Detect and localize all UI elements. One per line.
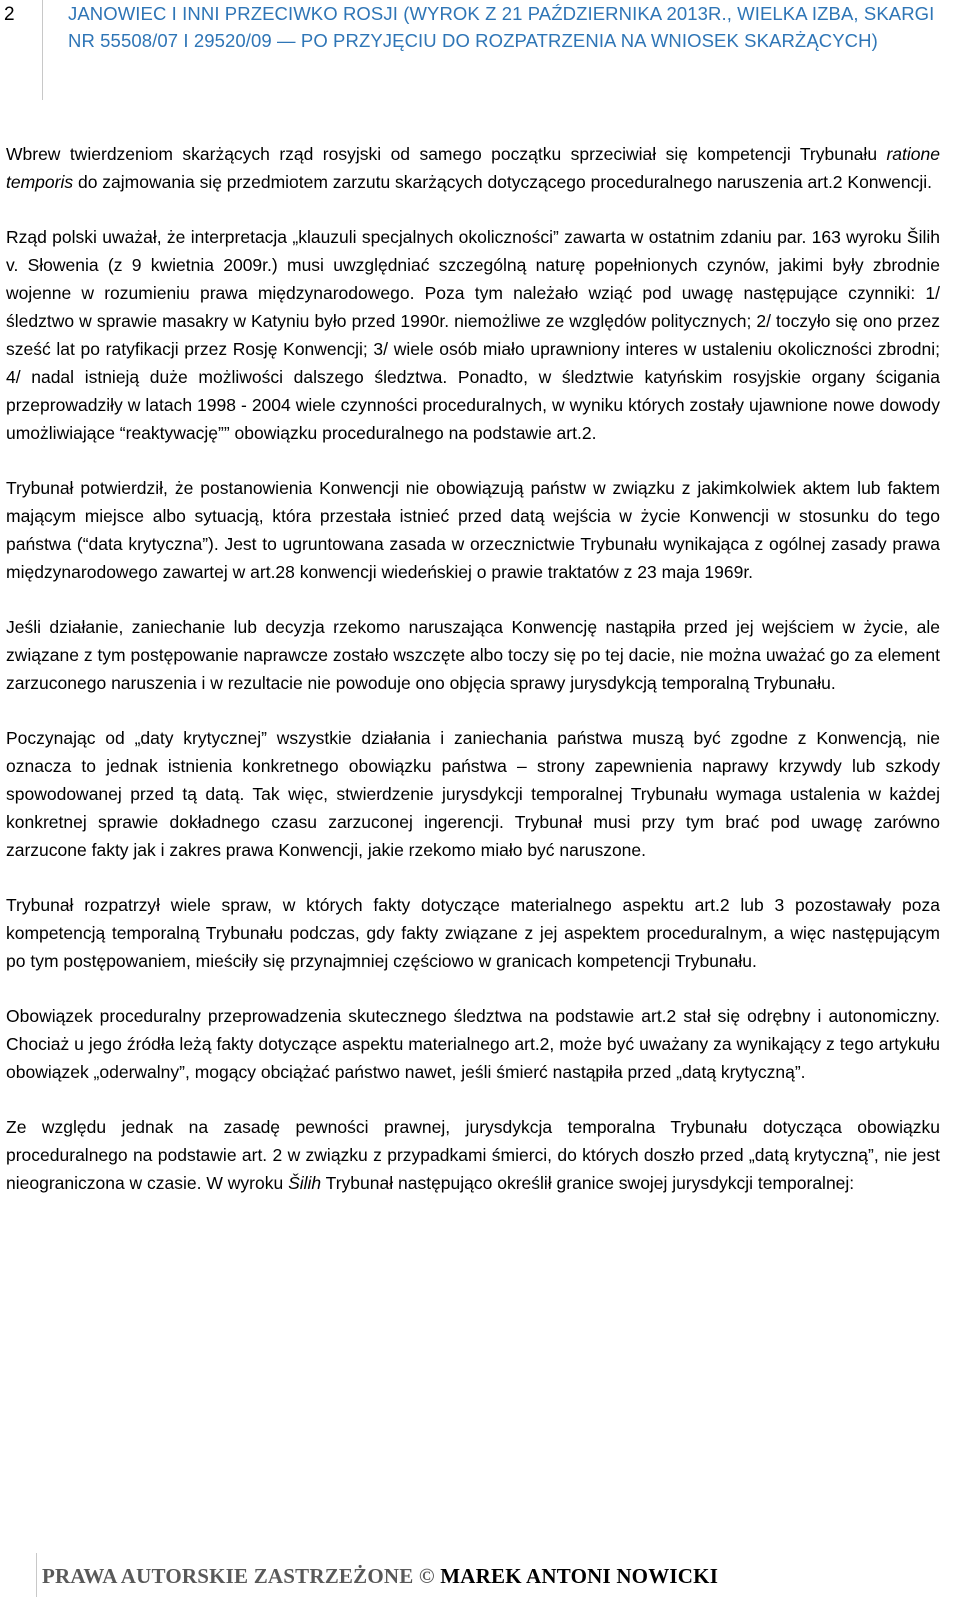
- footer-divider: [36, 1553, 37, 1597]
- document-body: [6, 140, 940, 1224]
- paragraph-text: Jeśli działanie, zaniechanie lub decyzja rzekomo naruszająca Konwencję nastąpiła przed jej wejściem w życie, ale związane z tym postępowanie naprawcze zostało wszczęte albo toczy się po tej dacie, nie można uważać go za element zarzuconego naruszenia i w rezultacie nie powoduje ono objęcia sprawy jurysdykcją temporalną Trybunału.: [6, 617, 940, 693]
- body-paragraph: [6, 724, 940, 864]
- paragraph-text: Poczynając od „daty krytycznej” wszystkie działania i zaniechania państwa muszą być zgodne z Konwencją, nie oznacza to jednak istnienia konkretnego obowiązku państwa – strony zapewnienia naprawy krzywdy lub szkody spowodowanej przed tą datą. Tak więc, stwierdzenie jurysdykcji temporalnej Trybunału wymaga ustalenia w każdej konkretnej sprawie dokładnego czasu zarzuconej ingerencji. Trybunał musi przy tym brać pod uwagę zarówno zarzucone fakty jak i zakres prawa Konwencji, jakie rzekomo miało być naruszone.: [6, 728, 940, 860]
- header-title: JANOWIEC I INNI PRZECIWKO ROSJI (WYROK Z 21 PAŹDZIERNIKA 2013R., WIELKA IZBA, SKARGI NR 55508/07 I 29520/09 — PO PRZYJĘCIU DO ROZPATRZENIA NA WNIOSEK SKARŻĄCYCH): [68, 3, 935, 51]
- body-paragraph: [6, 891, 940, 975]
- body-paragraph: [6, 140, 940, 196]
- footer-text: [42, 1563, 718, 1589]
- body-paragraph: [6, 474, 940, 586]
- paragraph-text: Trybunał potwierdził, że postanowienia Konwencji nie obowiązują państw w związku z jakimkolwiek aktem lub faktem mającym miejsce albo sytuacją, która przestała istnieć przed datą wejścia w życie Konwencji w stosunku do tego państwa (“data krytyczna”). Jest to ugruntowana zasada w orzecznictwie Trybunału wynikająca z ogólnej zasady prawa międzynarodowego zawartej w art.28 konwencji wiedeńskiej o prawie traktatów z 23 maja 1969r.: [6, 478, 940, 582]
- body-paragraph: [6, 223, 940, 447]
- paragraph-text: Trybunał rozpatrzył wiele spraw, w których fakty dotyczące materialnego aspektu art.2 lub 3 pozostawały poza kompetencją temporalną Trybunału podczas, gdy fakty związane z jej aspektem proceduralnym, a więc następującym po tym postępowaniem, mieściły się przynajmniej częściowo w granicach kompetencji Trybunału.: [6, 895, 940, 971]
- italic-term: ratione temporis: [6, 144, 940, 192]
- page-header: [4, 0, 950, 100]
- paragraph-text: Ze względu jednak na zasadę pewności prawnej, jurysdykcja temporalna Trybunału dotycząca obowiązku proceduralnego na podstawie art. 2 w związku z przypadkami śmierci, do których doszło przed „datą krytyczną”, nie jest nieograniczona w czasie. W wyroku: [6, 1117, 940, 1193]
- page-number: 2: [4, 4, 15, 25]
- copyright-notice: PRAWA AUTORSKIE ZASTRZEŻONE ©: [42, 1564, 435, 1588]
- paragraph-text: Obowiązek proceduralny przeprowadzenia skutecznego śledztwa na podstawie art.2 stał się odrębny i autonomiczny. Chociaż u jego źródła leżą fakty dotyczące aspektu materialnego art.2, może być uważany za wynikający z tego artykułu obowiązek „oderwalny”, mogący obciążać państwo nawet, jeśli śmierć nastąpiła przed „datą krytyczną”.: [6, 1006, 940, 1082]
- author-name: MAREK ANTONI NOWICKI: [440, 1564, 719, 1588]
- paragraph-text: Wbrew twierdzeniom skarżących rząd rosyjski od samego początku sprzeciwiał się kompetencji Trybunału: [6, 144, 887, 164]
- paragraph-text: Trybunał następująco określił granice swojej jurysdykcji temporalnej:: [321, 1173, 855, 1193]
- body-paragraph: [6, 1002, 940, 1086]
- body-paragraph: [6, 1113, 940, 1197]
- body-paragraph: [6, 613, 940, 697]
- italic-term: Šilih: [288, 1173, 322, 1193]
- header-divider: [42, 0, 43, 100]
- paragraph-text: do zajmowania się przedmiotem zarzutu skarżących dotyczącego proceduralnego naruszenia art.2 Konwencji.: [73, 172, 933, 192]
- page-footer: [36, 1553, 940, 1597]
- paragraph-text: Rząd polski uważał, że interpretacja „klauzuli specjalnych okoliczności” zawarta w ostatnim zdaniu par. 163 wyroku Šilih v. Słowenia (z 9 kwietnia 2009r.) musi uwzględniać szczególną naturę popełnionych czynów, jakimi były zbrodnie wojenne w rozumieniu prawa międzynarodowego. Poza tym należało wziąć pod uwagę następujące czynniki: 1/ śledztwo w sprawie masakry w Katyniu było przed 1990r. niemożliwe ze względów politycznych; 2/ toczyło się ono przez sześć lat po ratyfikacji przez Rosję Konwencji; 3/ wiele osób miało uprawniony interes w ustaleniu okoliczności zbrodni; 4/ nadal istnieją duże możliwości dalszego śledztwa. Ponadto, w śledztwie katyńskim rosyjskie organy ścigania przeprowadziły w latach 1998 - 2004 wiele czynności proceduralnych, w wyniku których zostały ujawnione nowe dowody umożliwiające “reaktywację”” obowiązku proceduralnego na podstawie art.2.: [6, 227, 940, 443]
